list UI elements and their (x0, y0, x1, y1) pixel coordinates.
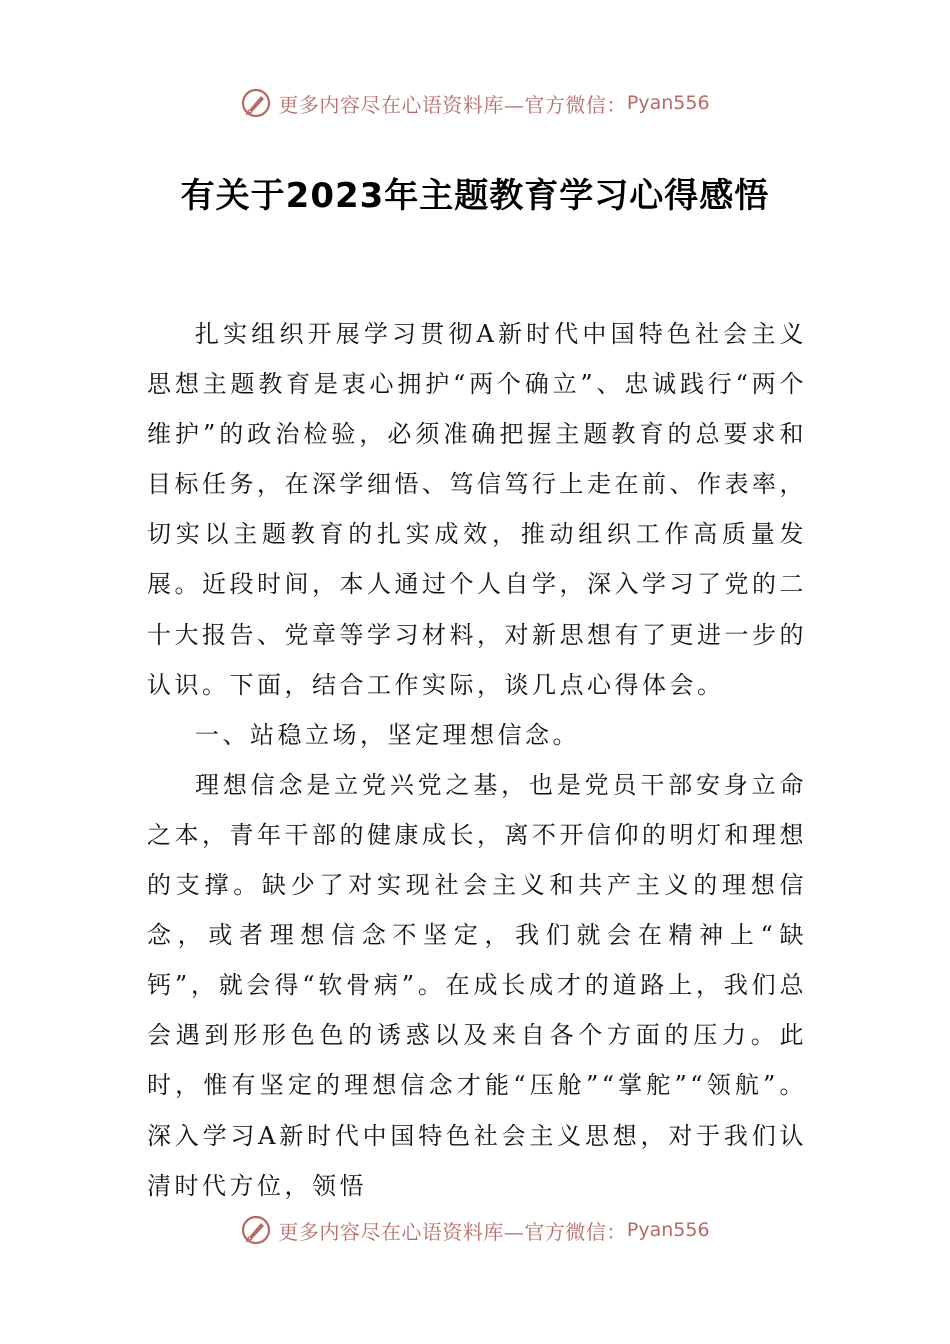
document-body (147, 309, 807, 1211)
watermark-wechat-id: Pyan556 (626, 92, 710, 114)
footer-watermark (0, 1210, 950, 1250)
header-watermark (0, 83, 950, 123)
document-title: 有关于2023年主题教育学习心得感悟 (180, 176, 770, 216)
pen-seal-icon (240, 1214, 272, 1246)
section-heading: 一、站稳立场，坚定理想信念。 (195, 720, 580, 749)
watermark-text: 更多内容尽在心语资料库—官方微信： (278, 92, 627, 117)
paragraph: 理想信念是立党兴党之基，也是党员干部安身立命之本，青年干部的健康成长，离不开信仰的明灯和理想的支撑。缺少了对实现社会主义和共产主义的理想信念，或者理想信念不坚定，我们就会在精神上“缺钙”，就会得“软骨病”。在成长成才的道路上，我们总会遇到形形色色的诱惑以及来自各个方面的压力。此时，惟有坚定的理想信念才能“压舱”“掌舵”“领航”。深入学习A新时代中国特色社会主义思想，对于我们认清时代方位，领悟 (147, 770, 807, 1200)
pen-seal-icon (240, 87, 272, 119)
watermark-wechat-id: Pyan556 (626, 1219, 710, 1241)
paragraph: 扎实组织开展学习贯彻A新时代中国特色社会主义思想主题教育是衷心拥护“两个确立”、忠诚践行“两个维护”的政治检验，必须准确把握主题教育的总要求和目标任务，在深学细悟、笃信笃行上走在前、作表率，切实以主题教育的扎实成效，推动组织工作高质量发展。近段时间，本人通过个人自学，深入学习了党的二十大报告、党章等学习材料，对新思想有了更进一步的认识。下面，结合工作实际，谈几点心得体会。 (147, 320, 807, 699)
watermark-text: 更多内容尽在心语资料库—官方微信： (278, 1219, 627, 1244)
